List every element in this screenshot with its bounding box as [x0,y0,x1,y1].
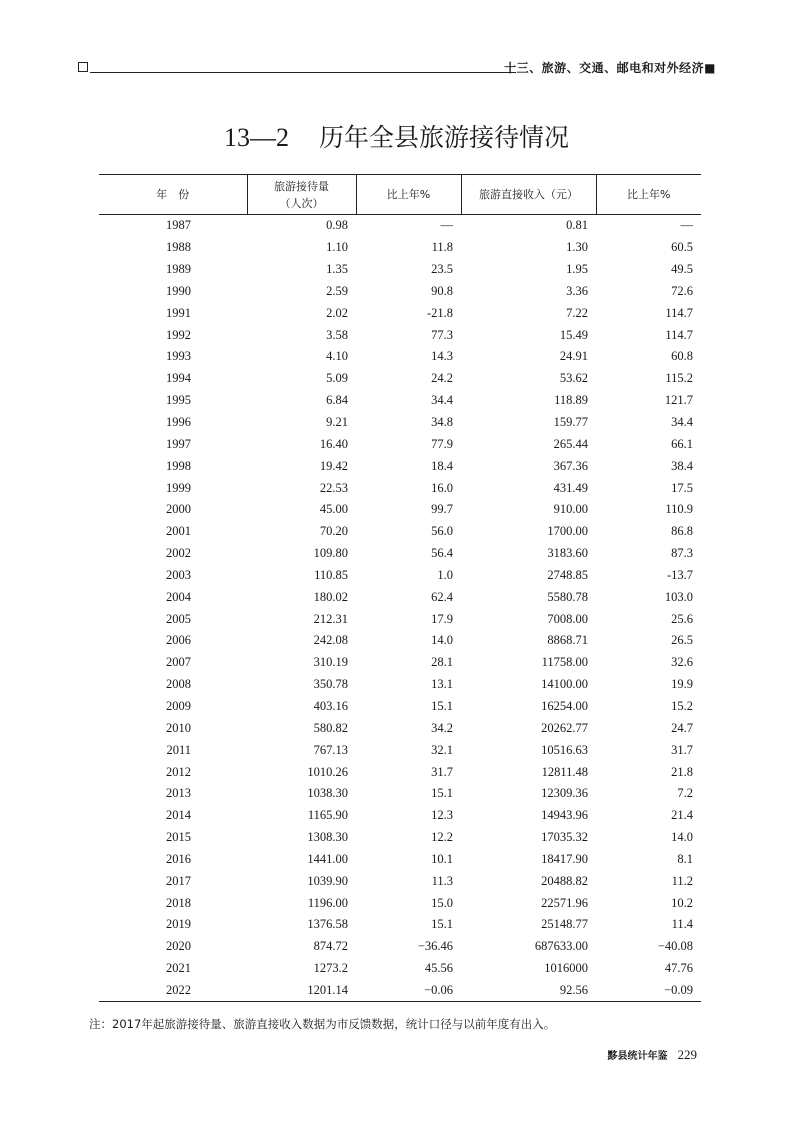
visitors-change-cell: 18.4 [431,458,453,473]
year-cell: 1992 [166,327,191,342]
revenue-cell: 14100.00 [541,677,588,692]
revenue-change-cell: 47.76 [664,961,693,976]
page-number: 229 [677,1047,697,1062]
visitors-cell: 1038.30 [307,786,348,801]
visitors-change-cell: 1.0 [437,567,453,582]
visitors-change-cell: 13.1 [431,677,453,692]
visitors-change-cell: 24.2 [431,371,453,386]
revenue-change-cell: 11.2 [671,873,693,888]
visitors-cell: 767.13 [313,742,348,757]
visitors-change-cell: 32.1 [431,742,453,757]
visitors-change-cell: 62.4 [431,589,453,604]
visitors-cell: 1010.26 [307,764,348,779]
year-cell: 2004 [166,589,191,604]
revenue-change-cell: 17.5 [671,480,693,495]
revenue-cell: 92.56 [461,980,596,1002]
visitors-change-cell: — [440,218,453,233]
visitors-cell: 1.35 [326,262,348,277]
visitors-cell: 212.31 [313,611,348,626]
book-name: 黟县统计年鉴 [607,1051,668,1062]
year-cell: 1999 [166,480,191,495]
table-row [99,455,701,477]
visitors-header-line: 旅游接待量 [274,179,329,193]
table-row [99,281,701,303]
revenue-cell: 910.00 [553,502,588,517]
header-rule [90,72,516,73]
table-row [99,652,701,674]
revenue-cell: 431.49 [553,480,588,495]
revenue-change-cell: 60.5 [671,240,693,255]
revenue-cell: 1700.00 [547,524,588,539]
visitors-change-cell: 12.3 [431,808,453,823]
header-box-icon [78,62,88,72]
table-title [0,118,793,154]
revenue-cell: 8868.71 [547,633,588,648]
visitors-cell: 45.00 [319,502,348,517]
revenue-cell: 15.49 [559,327,588,342]
year-cell: 2011 [166,742,191,757]
year-cell: 2000 [166,502,191,517]
table-row [99,543,701,565]
running-header [78,56,716,78]
revenue-cell: 1016000 [544,961,588,976]
visitors-change-cell: 34.2 [431,720,453,735]
table-row [99,805,701,827]
revenue-cell: 5580.78 [547,589,588,604]
revenue-cell: 118.89 [554,393,588,408]
visitors-change-cell: 14.3 [431,349,453,364]
table-row [99,237,701,259]
year-cell: 1989 [166,262,191,277]
revenue-change-cell: 86.8 [671,524,693,539]
visitors-change-cell: 11.3 [431,873,453,888]
table-row [99,368,701,390]
revenue-change-cell: −0.09 [596,980,701,1002]
visitors-cell: 350.78 [313,677,348,692]
revenue-change-cell: −40.08 [657,939,693,954]
visitors-change-cell: −36.46 [417,939,453,954]
visitors-change-cell: 77.3 [431,327,453,342]
year-cell: 2009 [166,698,191,713]
visitors-change-cell: 10.1 [431,851,453,866]
year-cell: 2006 [166,633,191,648]
visitors-change-cell: -21.8 [426,305,453,320]
revenue-cell: 7.22 [566,305,588,320]
visitors-cell: 109.80 [313,546,348,561]
revenue-cell: 159.77 [553,415,588,430]
visitors-change-cell: 56.4 [431,546,453,561]
column-header-revenue-change: 比上年% [596,175,701,215]
table-row [99,499,701,521]
year-cell: 2005 [166,611,191,626]
visitors-change-cell: 15.1 [431,698,453,713]
visitors-cell: 22.53 [319,480,348,495]
table-row [99,870,701,892]
column-header-visitors-change: 比上年% [356,175,461,215]
revenue-cell: 18417.90 [541,851,588,866]
revenue-change-cell: 87.3 [671,546,693,561]
table-row [99,565,701,587]
visitors-cell: 310.19 [313,655,348,670]
year-cell: 2017 [166,873,191,888]
revenue-change-cell: 49.5 [671,262,693,277]
year-cell: 2003 [166,567,191,582]
year-cell: 2020 [166,939,191,954]
tourism-table [99,174,701,1002]
visitors-change-cell: 28.1 [431,655,453,670]
table-row [99,259,701,281]
table-row [99,412,701,434]
visitors-change-cell: 90.8 [431,283,453,298]
column-header-year: 年 份 [99,175,247,215]
revenue-cell: 1.95 [566,262,588,277]
table-row [99,892,701,914]
year-cell: 2013 [166,786,191,801]
visitors-change-cell: 16.0 [431,480,453,495]
visitors-change-cell: 15.1 [431,917,453,932]
visitors-cell: 1201.14 [247,980,356,1002]
year-cell: 1995 [166,393,191,408]
revenue-cell: 20488.82 [541,873,588,888]
visitors-cell: 1273.2 [313,961,348,976]
table-row [99,827,701,849]
revenue-change-cell: 72.6 [671,283,693,298]
year-cell: 1997 [166,436,191,451]
revenue-change-cell: 26.5 [671,633,693,648]
revenue-cell: 11758.00 [541,655,588,670]
visitors-change-cell: 14.0 [431,633,453,648]
revenue-change-cell: 8.1 [677,851,693,866]
table-header-row [99,175,701,215]
visitors-change-cell: 17.9 [431,611,453,626]
table-row [99,936,701,958]
visitors-cell: 1165.90 [307,808,348,823]
revenue-change-cell: 114.7 [665,327,693,342]
table-row [99,848,701,870]
revenue-cell: 14943.96 [541,808,588,823]
visitors-cell: 19.42 [319,458,348,473]
year-cell: 1987 [166,218,191,233]
table-row [99,980,701,1002]
year-cell: 2002 [166,546,191,561]
revenue-cell: 1.30 [566,240,588,255]
visitors-change-cell: 77.9 [431,436,453,451]
revenue-change-cell: 15.2 [671,698,693,713]
revenue-cell: 16254.00 [541,698,588,713]
table-row [99,761,701,783]
revenue-cell: 25148.77 [541,917,588,932]
revenue-cell: 2748.85 [547,567,588,582]
visitors-cell: 9.21 [326,415,348,430]
table-row [99,521,701,543]
table-number: 13—2 [223,123,289,152]
revenue-cell: 22571.96 [541,895,588,910]
revenue-change-cell: 121.7 [664,393,693,408]
table-row [99,717,701,739]
year-cell: 1994 [166,371,191,386]
table-row [99,608,701,630]
revenue-change-cell: 114.7 [665,305,693,320]
visitors-change-cell: 99.7 [431,502,453,517]
year-cell: 2007 [166,655,191,670]
visitors-change-cell: 34.4 [431,393,453,408]
visitors-cell: 242.08 [313,633,348,648]
visitors-cell: 110.85 [314,567,348,582]
revenue-cell: 3.36 [566,283,588,298]
revenue-change-cell: 32.6 [671,655,693,670]
revenue-change-cell: 11.4 [671,917,693,932]
visitors-change-cell: 11.8 [431,240,453,255]
year-cell: 2022 [99,980,247,1002]
chapter-title: 十三、旅游、交通、邮电和对外经济■ [504,61,716,75]
table-row [99,477,701,499]
revenue-cell: 12811.48 [541,764,588,779]
visitors-cell: 1.10 [326,240,348,255]
revenue-change-cell: 60.8 [671,349,693,364]
table-row [99,215,701,237]
revenue-cell: 687633.00 [534,939,588,954]
year-cell: 2016 [166,851,191,866]
visitors-cell: 6.84 [326,393,348,408]
revenue-change-cell: 115.2 [665,371,693,386]
table-row [99,914,701,936]
table-row [99,630,701,652]
year-cell: 2001 [166,524,191,539]
year-cell: 2015 [166,830,191,845]
table-row [99,739,701,761]
year-cell: 1993 [166,349,191,364]
revenue-cell: 0.81 [566,218,588,233]
visitors-change-cell: 56.0 [431,524,453,539]
visitors-cell: 1039.90 [307,873,348,888]
revenue-change-cell: — [680,218,693,233]
revenue-cell: 7008.00 [547,611,588,626]
visitors-cell: 1308.30 [307,830,348,845]
visitors-change-cell: 34.8 [431,415,453,430]
revenue-cell: 53.62 [559,371,588,386]
table-row [99,674,701,696]
revenue-change-cell: 25.6 [671,611,693,626]
year-cell: 1998 [166,458,191,473]
visitors-cell: 4.10 [326,349,348,364]
revenue-change-cell: 31.7 [671,742,693,757]
revenue-change-cell: 21.4 [671,808,693,823]
column-header-revenue: 旅游直接收入（元） [461,175,596,215]
visitors-cell: 403.16 [313,698,348,713]
year-cell: 1996 [166,415,191,430]
visitors-cell: 2.02 [326,305,348,320]
visitors-cell: 2.59 [326,283,348,298]
visitors-cell: 3.58 [326,327,348,342]
year-cell: 2012 [166,764,191,779]
table-row [99,346,701,368]
table-row [99,783,701,805]
revenue-change-cell: 103.0 [664,589,693,604]
table-row [99,324,701,346]
table-row [99,958,701,980]
visitors-cell: 1441.00 [307,851,348,866]
visitors-cell: 70.20 [319,524,348,539]
revenue-change-cell: 7.2 [677,786,693,801]
visitors-change-cell: 15.0 [431,895,453,910]
table-title-text: 历年全县旅游接待情况 [318,123,569,152]
revenue-cell: 367.36 [553,458,588,473]
visitors-change-cell: 23.5 [431,262,453,277]
year-cell: 2008 [166,677,191,692]
visitors-cell: 580.82 [313,720,348,735]
revenue-change-cell: 66.1 [671,436,693,451]
revenue-change-cell: 10.2 [671,895,693,910]
year-cell: 2019 [166,917,191,932]
revenue-change-cell: 24.7 [671,720,693,735]
visitors-cell: 0.98 [326,218,348,233]
year-cell: 2021 [166,961,191,976]
year-cell: 1988 [166,240,191,255]
revenue-change-cell: 21.8 [671,764,693,779]
year-cell: 2014 [166,808,191,823]
table-row [99,433,701,455]
revenue-cell: 265.44 [553,436,588,451]
visitors-header-unit: （人次） [279,196,324,210]
table-row [99,696,701,718]
year-cell: 2010 [166,720,191,735]
visitors-change-cell: 31.7 [431,764,453,779]
visitors-change-cell: 12.2 [431,830,453,845]
visitors-change-cell: −0.06 [356,980,461,1002]
revenue-change-cell: 19.9 [671,677,693,692]
visitors-cell: 5.09 [326,371,348,386]
footnote: 注：2017年起旅游接待量、旅游直接收入数据为市反馈数据，统计口径与以前年度有出入。 [89,1017,556,1031]
visitors-cell: 1376.58 [307,917,348,932]
revenue-change-cell: 110.9 [665,502,693,517]
visitors-change-cell: 45.56 [424,961,453,976]
revenue-cell: 10516.63 [541,742,588,757]
revenue-change-cell: 38.4 [671,458,693,473]
visitors-change-cell: 15.1 [431,786,453,801]
column-header-visitors [247,175,356,215]
revenue-cell: 12309.36 [541,786,588,801]
visitors-cell: 16.40 [319,436,348,451]
visitors-cell: 874.72 [313,939,348,954]
table-row [99,390,701,412]
table-row [99,586,701,608]
revenue-cell: 20262.77 [541,720,588,735]
table-row [99,302,701,324]
revenue-cell: 3183.60 [547,546,588,561]
visitors-cell: 1196.00 [307,895,348,910]
year-cell: 2018 [166,895,191,910]
year-cell: 1990 [166,283,191,298]
visitors-cell: 180.02 [313,589,348,604]
revenue-cell: 17035.32 [541,830,588,845]
table-body [99,215,701,1002]
page-footer [608,1044,698,1063]
year-cell: 1991 [166,305,191,320]
revenue-cell: 24.91 [559,349,588,364]
revenue-change-cell: -13.7 [666,567,693,582]
revenue-change-cell: 34.4 [671,415,693,430]
revenue-change-cell: 14.0 [671,830,693,845]
